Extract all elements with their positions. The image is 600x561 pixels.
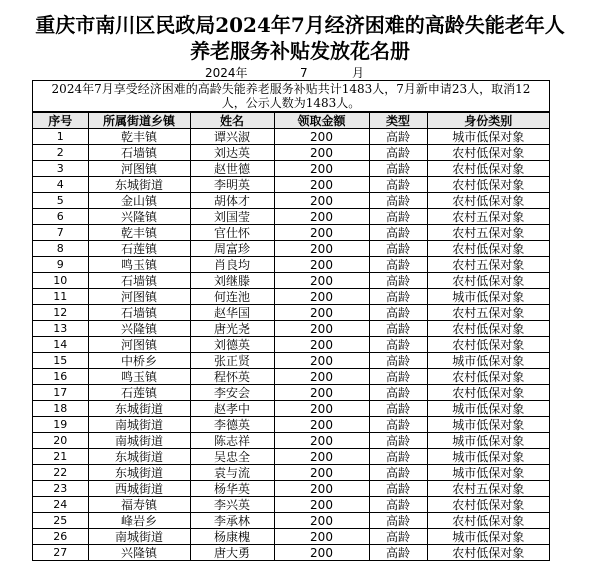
column-header-town: 所属街道乡镇 bbox=[88, 113, 190, 129]
cell-type: 高龄 bbox=[369, 385, 427, 401]
cell-name: 刘继滕 bbox=[190, 273, 274, 289]
cell-category: 农村低保对象 bbox=[427, 385, 549, 401]
cell-name: 袁与流 bbox=[190, 465, 274, 481]
table-row bbox=[33, 417, 549, 433]
cell-seq: 26 bbox=[33, 529, 88, 545]
cell-category: 城市低保对象 bbox=[427, 129, 549, 145]
cell-type: 高龄 bbox=[369, 305, 427, 321]
cell-type: 高龄 bbox=[369, 289, 427, 305]
table-row bbox=[33, 321, 549, 337]
cell-seq: 24 bbox=[33, 497, 88, 513]
cell-category: 农村低保对象 bbox=[427, 545, 549, 561]
cell-name: 肖良均 bbox=[190, 257, 274, 273]
table-row bbox=[33, 129, 549, 145]
table-row bbox=[33, 257, 549, 273]
cell-seq: 6 bbox=[33, 209, 88, 225]
cell-type: 高龄 bbox=[369, 417, 427, 433]
cell-type: 高龄 bbox=[369, 273, 427, 289]
date-line bbox=[0, 66, 600, 80]
cell-name: 李明英 bbox=[190, 177, 274, 193]
cell-name: 陈志祥 bbox=[190, 433, 274, 449]
cell-name: 胡体才 bbox=[190, 193, 274, 209]
cell-name: 杨华英 bbox=[190, 481, 274, 497]
cell-amount: 200 bbox=[274, 193, 369, 209]
cell-name: 刘达英 bbox=[190, 145, 274, 161]
cell-town: 南城街道 bbox=[88, 529, 190, 545]
header-row bbox=[33, 113, 549, 129]
cell-category: 农村低保对象 bbox=[427, 145, 549, 161]
cell-name: 谭兴淑 bbox=[190, 129, 274, 145]
cell-town: 东城街道 bbox=[88, 465, 190, 481]
cell-name: 李兴英 bbox=[190, 497, 274, 513]
table-row bbox=[33, 305, 549, 321]
cell-amount: 200 bbox=[274, 225, 369, 241]
cell-type: 高龄 bbox=[369, 241, 427, 257]
cell-amount: 200 bbox=[274, 385, 369, 401]
table-row bbox=[33, 497, 549, 513]
cell-town: 乾丰镇 bbox=[88, 225, 190, 241]
table-row bbox=[33, 369, 549, 385]
cell-amount: 200 bbox=[274, 177, 369, 193]
cell-town: 福寿镇 bbox=[88, 497, 190, 513]
cell-amount: 200 bbox=[274, 497, 369, 513]
cell-town: 鸣玉镇 bbox=[88, 369, 190, 385]
cell-category: 农村低保对象 bbox=[427, 273, 549, 289]
cell-name: 张正贤 bbox=[190, 353, 274, 369]
cell-seq: 20 bbox=[33, 433, 88, 449]
table-row bbox=[33, 225, 549, 241]
cell-type: 高龄 bbox=[369, 513, 427, 529]
table-row bbox=[33, 529, 549, 545]
cell-name: 李安会 bbox=[190, 385, 274, 401]
cell-name: 程怀英 bbox=[190, 369, 274, 385]
cell-amount: 200 bbox=[274, 289, 369, 305]
cell-seq: 19 bbox=[33, 417, 88, 433]
cell-category: 农村低保对象 bbox=[427, 193, 549, 209]
roster-body bbox=[33, 129, 549, 561]
roster-sheet bbox=[32, 80, 550, 561]
table-row bbox=[33, 241, 549, 257]
cell-seq: 3 bbox=[33, 161, 88, 177]
table-row bbox=[33, 177, 549, 193]
cell-town: 东城街道 bbox=[88, 177, 190, 193]
cell-type: 高龄 bbox=[369, 145, 427, 161]
cell-town: 石墙镇 bbox=[88, 145, 190, 161]
cell-seq: 25 bbox=[33, 513, 88, 529]
column-header-seq: 序号 bbox=[33, 113, 88, 129]
cell-town: 河图镇 bbox=[88, 161, 190, 177]
cell-category: 农村五保对象 bbox=[427, 209, 549, 225]
cell-type: 高龄 bbox=[369, 321, 427, 337]
cell-town: 河图镇 bbox=[88, 289, 190, 305]
table-row bbox=[33, 161, 549, 177]
table-row bbox=[33, 545, 549, 561]
cell-seq: 18 bbox=[33, 401, 88, 417]
cell-town: 峰岩乡 bbox=[88, 513, 190, 529]
cell-category: 农村低保对象 bbox=[427, 513, 549, 529]
cell-amount: 200 bbox=[274, 273, 369, 289]
cell-town: 南城街道 bbox=[88, 433, 190, 449]
cell-amount: 200 bbox=[274, 241, 369, 257]
date-month: 7 bbox=[300, 66, 308, 80]
cell-type: 高龄 bbox=[369, 545, 427, 561]
cell-type: 高龄 bbox=[369, 225, 427, 241]
cell-category: 城市低保对象 bbox=[427, 417, 549, 433]
cell-category: 城市低保对象 bbox=[427, 529, 549, 545]
cell-category: 农村低保对象 bbox=[427, 321, 549, 337]
cell-name: 周富珍 bbox=[190, 241, 274, 257]
cell-amount: 200 bbox=[274, 401, 369, 417]
cell-type: 高龄 bbox=[369, 193, 427, 209]
cell-amount: 200 bbox=[274, 209, 369, 225]
cell-type: 高龄 bbox=[369, 161, 427, 177]
cell-amount: 200 bbox=[274, 353, 369, 369]
cell-amount: 200 bbox=[274, 337, 369, 353]
cell-type: 高龄 bbox=[369, 401, 427, 417]
cell-category: 城市低保对象 bbox=[427, 289, 549, 305]
cell-name: 杨康槐 bbox=[190, 529, 274, 545]
cell-type: 高龄 bbox=[369, 337, 427, 353]
table-row bbox=[33, 289, 549, 305]
cell-name: 赵孝中 bbox=[190, 401, 274, 417]
table-row bbox=[33, 401, 549, 417]
cell-amount: 200 bbox=[274, 129, 369, 145]
cell-category: 农村低保对象 bbox=[427, 369, 549, 385]
date-month-unit: 月 bbox=[352, 66, 365, 80]
cell-town: 中桥乡 bbox=[88, 353, 190, 369]
cell-town: 河图镇 bbox=[88, 337, 190, 353]
cell-seq: 4 bbox=[33, 177, 88, 193]
cell-category: 农村低保对象 bbox=[427, 337, 549, 353]
document-title-line-2: 养老服务补贴发放花名册 bbox=[190, 39, 410, 63]
date-year: 2024年 bbox=[205, 66, 248, 80]
cell-category: 农村低保对象 bbox=[427, 161, 549, 177]
cell-category: 城市低保对象 bbox=[427, 401, 549, 417]
cell-type: 高龄 bbox=[369, 465, 427, 481]
cell-seq: 17 bbox=[33, 385, 88, 401]
cell-amount: 200 bbox=[274, 161, 369, 177]
table-row bbox=[33, 385, 549, 401]
cell-type: 高龄 bbox=[369, 129, 427, 145]
table-row bbox=[33, 337, 549, 353]
cell-amount: 200 bbox=[274, 433, 369, 449]
cell-name: 唐光尧 bbox=[190, 321, 274, 337]
cell-type: 高龄 bbox=[369, 177, 427, 193]
cell-seq: 27 bbox=[33, 545, 88, 561]
table-row bbox=[33, 273, 549, 289]
table-row bbox=[33, 449, 549, 465]
cell-seq: 9 bbox=[33, 257, 88, 273]
cell-name: 李承林 bbox=[190, 513, 274, 529]
cell-category: 农村低保对象 bbox=[427, 177, 549, 193]
table-row bbox=[33, 209, 549, 225]
table-row bbox=[33, 513, 549, 529]
cell-type: 高龄 bbox=[369, 497, 427, 513]
table-row bbox=[33, 145, 549, 161]
cell-town: 南城街道 bbox=[88, 417, 190, 433]
cell-category: 农村低保对象 bbox=[427, 241, 549, 257]
column-header-category: 身份类别 bbox=[427, 113, 549, 129]
cell-amount: 200 bbox=[274, 369, 369, 385]
cell-category: 城市低保对象 bbox=[427, 433, 549, 449]
cell-name: 吴忠全 bbox=[190, 449, 274, 465]
cell-seq: 23 bbox=[33, 481, 88, 497]
cell-town: 鸣玉镇 bbox=[88, 257, 190, 273]
cell-name: 唐大勇 bbox=[190, 545, 274, 561]
table-row bbox=[33, 353, 549, 369]
cell-name: 赵华国 bbox=[190, 305, 274, 321]
cell-name: 赵世德 bbox=[190, 161, 274, 177]
cell-town: 东城街道 bbox=[88, 401, 190, 417]
cell-name: 李德英 bbox=[190, 417, 274, 433]
cell-seq: 12 bbox=[33, 305, 88, 321]
cell-category: 城市低保对象 bbox=[427, 465, 549, 481]
cell-seq: 2 bbox=[33, 145, 88, 161]
cell-seq: 15 bbox=[33, 353, 88, 369]
cell-type: 高龄 bbox=[369, 369, 427, 385]
cell-seq: 11 bbox=[33, 289, 88, 305]
cell-amount: 200 bbox=[274, 513, 369, 529]
cell-type: 高龄 bbox=[369, 481, 427, 497]
cell-seq: 21 bbox=[33, 449, 88, 465]
cell-amount: 200 bbox=[274, 257, 369, 273]
cell-town: 乾丰镇 bbox=[88, 129, 190, 145]
cell-seq: 16 bbox=[33, 369, 88, 385]
cell-type: 高龄 bbox=[369, 209, 427, 225]
cell-amount: 200 bbox=[274, 417, 369, 433]
cell-category: 农村五保对象 bbox=[427, 481, 549, 497]
cell-amount: 200 bbox=[274, 321, 369, 337]
cell-seq: 14 bbox=[33, 337, 88, 353]
cell-type: 高龄 bbox=[369, 257, 427, 273]
cell-seq: 13 bbox=[33, 321, 88, 337]
cell-amount: 200 bbox=[274, 545, 369, 561]
cell-category: 农村低保对象 bbox=[427, 497, 549, 513]
cell-seq: 7 bbox=[33, 225, 88, 241]
cell-category: 农村五保对象 bbox=[427, 305, 549, 321]
table-row bbox=[33, 193, 549, 209]
cell-category: 农村五保对象 bbox=[427, 257, 549, 273]
cell-amount: 200 bbox=[274, 145, 369, 161]
cell-town: 石莲镇 bbox=[88, 385, 190, 401]
table-row bbox=[33, 465, 549, 481]
cell-town: 东城街道 bbox=[88, 449, 190, 465]
cell-amount: 200 bbox=[274, 529, 369, 545]
cell-town: 石莲镇 bbox=[88, 241, 190, 257]
cell-type: 高龄 bbox=[369, 529, 427, 545]
cell-seq: 8 bbox=[33, 241, 88, 257]
cell-town: 兴隆镇 bbox=[88, 209, 190, 225]
cell-town: 兴隆镇 bbox=[88, 321, 190, 337]
cell-category: 城市低保对象 bbox=[427, 353, 549, 369]
table-row bbox=[33, 481, 549, 497]
cell-town: 金山镇 bbox=[88, 193, 190, 209]
cell-town: 西城街道 bbox=[88, 481, 190, 497]
cell-category: 城市低保对象 bbox=[427, 449, 549, 465]
cell-type: 高龄 bbox=[369, 449, 427, 465]
column-header-amount: 领取金额 bbox=[274, 113, 369, 129]
cell-seq: 5 bbox=[33, 193, 88, 209]
cell-town: 石墙镇 bbox=[88, 273, 190, 289]
cell-seq: 10 bbox=[33, 273, 88, 289]
cell-amount: 200 bbox=[274, 481, 369, 497]
document-title-line-1: 重庆市南川区民政局2024年7月经济困难的高龄失能老年人 bbox=[35, 13, 565, 37]
cell-type: 高龄 bbox=[369, 353, 427, 369]
column-header-name: 姓名 bbox=[190, 113, 274, 129]
cell-name: 官仕怀 bbox=[190, 225, 274, 241]
summary-text: 2024年7月享受经济困难的高龄失能养老服务补贴共计1483人，7月新申请23人，取消12人，公示人数为1483人。 bbox=[33, 81, 549, 112]
roster-table bbox=[33, 112, 549, 561]
column-header-type: 类型 bbox=[369, 113, 427, 129]
cell-town: 石墙镇 bbox=[88, 305, 190, 321]
cell-name: 何连池 bbox=[190, 289, 274, 305]
cell-amount: 200 bbox=[274, 465, 369, 481]
cell-amount: 200 bbox=[274, 449, 369, 465]
cell-amount: 200 bbox=[274, 305, 369, 321]
table-row bbox=[33, 433, 549, 449]
cell-name: 刘德英 bbox=[190, 337, 274, 353]
cell-name: 刘国莹 bbox=[190, 209, 274, 225]
cell-category: 农村五保对象 bbox=[427, 225, 549, 241]
cell-type: 高龄 bbox=[369, 433, 427, 449]
cell-seq: 1 bbox=[33, 129, 88, 145]
cell-seq: 22 bbox=[33, 465, 88, 481]
cell-town: 兴隆镇 bbox=[88, 545, 190, 561]
